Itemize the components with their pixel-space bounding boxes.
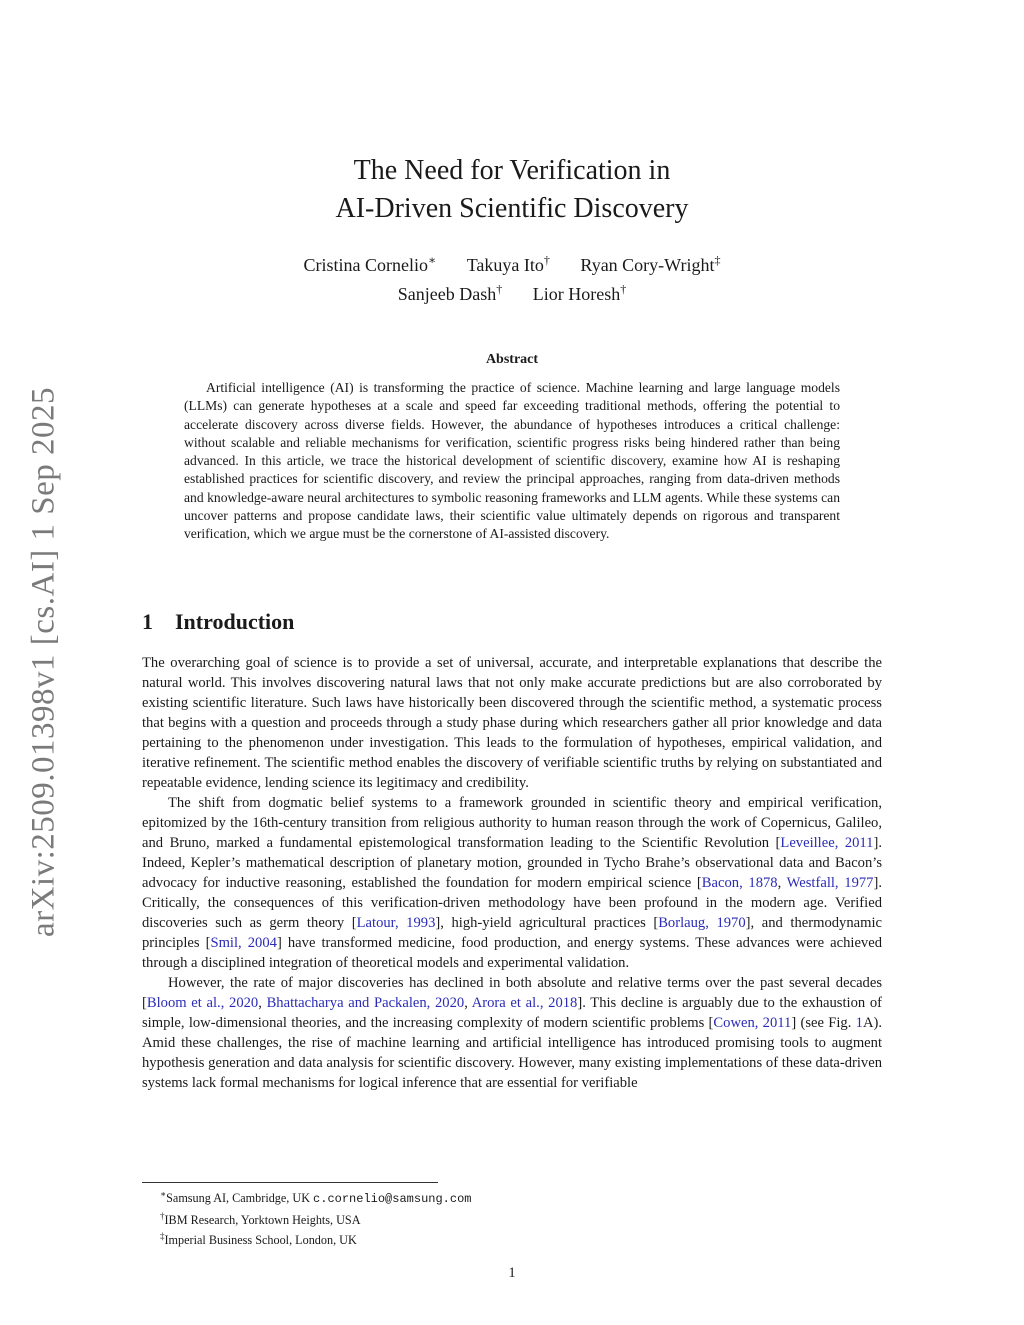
- paragraph: The shift from dogmatic belief systems to a framework grounded in scientific theory and empirical verification, epitomized by the 16th-century transition from religious authority to human reason through the work of Copernicus, Galileo, and Bruno, marked a fundamental epistemological transformation leading to the Scientific Revolution [Leveillee, 2011]. Indeed, Kepler’s mathematical description of planetary motion, grounded in Tycho Brahe’s observational data and Bacon’s advocacy for inductive reasoning, established the foundation for modern empirical science [Bacon, 1878, Westfall, 1977]. Critically, the consequences of this verification-driven methodology have been profound in the modern age. Verified discoveries such as germ theory [Latour, 1993], high-yield agricultural practices [Borlaug, 1970], and thermodynamic principles [Smil, 2004] have transformed medicine, food production, and energy systems. These advances were achieved through a disciplined integration of theoretical models and experimental validation.: [142, 795, 882, 971]
- section-number: 1: [142, 609, 153, 634]
- footnotes: [160, 1186, 471, 1249]
- citation-link[interactable]: Cowen, 2011: [713, 1015, 792, 1031]
- section-heading: [142, 609, 294, 635]
- author-name: Takuya Ito†: [466, 253, 550, 275]
- section-title: Introduction: [175, 609, 295, 634]
- citation-link[interactable]: Smil, 2004: [210, 935, 277, 951]
- citation-link[interactable]: Arora et al., 2018: [471, 995, 578, 1011]
- citation-link[interactable]: Bacon, 1878: [701, 875, 778, 891]
- citation-link[interactable]: Bhattacharya and Packalen, 2020: [266, 995, 465, 1011]
- citation-link[interactable]: Latour, 1993: [356, 915, 436, 931]
- author-list: [0, 248, 1024, 306]
- citation-link[interactable]: Borlaug, 1970: [658, 915, 746, 931]
- paper-title: [0, 152, 1024, 228]
- page-number: 1: [508, 1265, 516, 1281]
- footnote: ∗Samsung AI, Cambridge, UK c.cornelio@samsung.com: [160, 1189, 472, 1207]
- paragraph: However, the rate of major discoveries has declined in both absolute and relative terms over the past several decades [Bloom et al., 2020, Bhattacharya and Packalen, 2020, Arora et al., 2018]. This decline is arguably due to the exhaustion of simple, low-dimensional theories, and the increasing complexity of modern scientific problems [Cowen, 2011] (see Fig. 1A). Amid these challenges, the rise of machine learning and artificial intelligence has introduced promising tools to augment hypothesis generation and data analysis for scientific discovery. However, many existing implementations of these data-driven systems lack formal mechanisms for logical inference that are essential for verifiable: [142, 975, 883, 1091]
- author-name: Ryan Cory-Wright‡: [580, 253, 721, 275]
- citation-link[interactable]: Westfall, 1977: [786, 875, 874, 891]
- title-line-1: The Need for Verification in: [353, 155, 671, 186]
- body-text: [142, 653, 882, 1093]
- footnote-rule: [142, 1182, 438, 1183]
- paragraph: The overarching goal of science is to provide a set of universal, accurate, and interpretable explanations that describe the natural world. This involves discovering natural laws that not only make accurate predictions but are also corroborated by existing scientific literature. Such laws have historically been discovered through the scientific method, a systematic process that begins with a question and proceeds through a study phase during which researchers gather all prior knowledge and data pertaining to the phenomenon under investigation. This leads to the formulation of hypotheses, empirical validation, and iterative refinement. The scientific method enables the discovery of verifiable scientific truths by relying on substantiated and repeatable evidence, lending science its legitimacy and credibility.: [142, 655, 882, 791]
- abstract-heading: Abstract: [485, 352, 539, 367]
- abstract-text: Artificial intelligence (AI) is transforming the practice of science. Machine learning and large language models (LLMs) can generate hypotheses at a scale and speed far exceeding traditional methods, offering the potential to accelerate discovery across diverse fields. However, the abundance of hypotheses introduces a critical challenge: without scalable and reliable mechanisms for verification, scientific progress risks being hindered rather than being advanced. In this article, we trace the historical development of scientific discovery, examine how AI is reshaping established practices for scientific discovery, and review the principal approaches, ranging from data-driven methods and knowledge-aware neural architectures to symbolic reasoning frameworks and LLM agents. While these systems can uncover patterns and propose candidate laws, their scientific value ultimately depends on rigorous and transparent verification, which we argue must be the cornerstone of AI-assisted discovery.: [184, 380, 840, 542]
- author-name: Lior Horesh†: [532, 282, 627, 304]
- email-link[interactable]: c.cornelio@samsung.com: [313, 1192, 472, 1207]
- footnote: †IBM Research, Yorktown Heights, USA: [160, 1210, 361, 1227]
- author-name: Cristina Cornelio∗: [303, 253, 437, 275]
- author-row-2: [0, 277, 1024, 306]
- citation-link[interactable]: Bloom et al., 2020: [146, 995, 259, 1011]
- title-line-2: AI-Driven Scientific Discovery: [335, 193, 689, 224]
- footnote: ‡Imperial Business School, London, UK: [160, 1231, 357, 1248]
- arxiv-identifier: arXiv:2509.01398v1 [cs.AI] 1 Sep 2025: [25, 386, 62, 938]
- citation-link[interactable]: Leveillee, 2011: [780, 835, 874, 851]
- author-name: Sanjeeb Dash†: [397, 282, 503, 304]
- figure-link[interactable]: 1: [855, 1015, 863, 1031]
- author-row-1: [0, 248, 1024, 277]
